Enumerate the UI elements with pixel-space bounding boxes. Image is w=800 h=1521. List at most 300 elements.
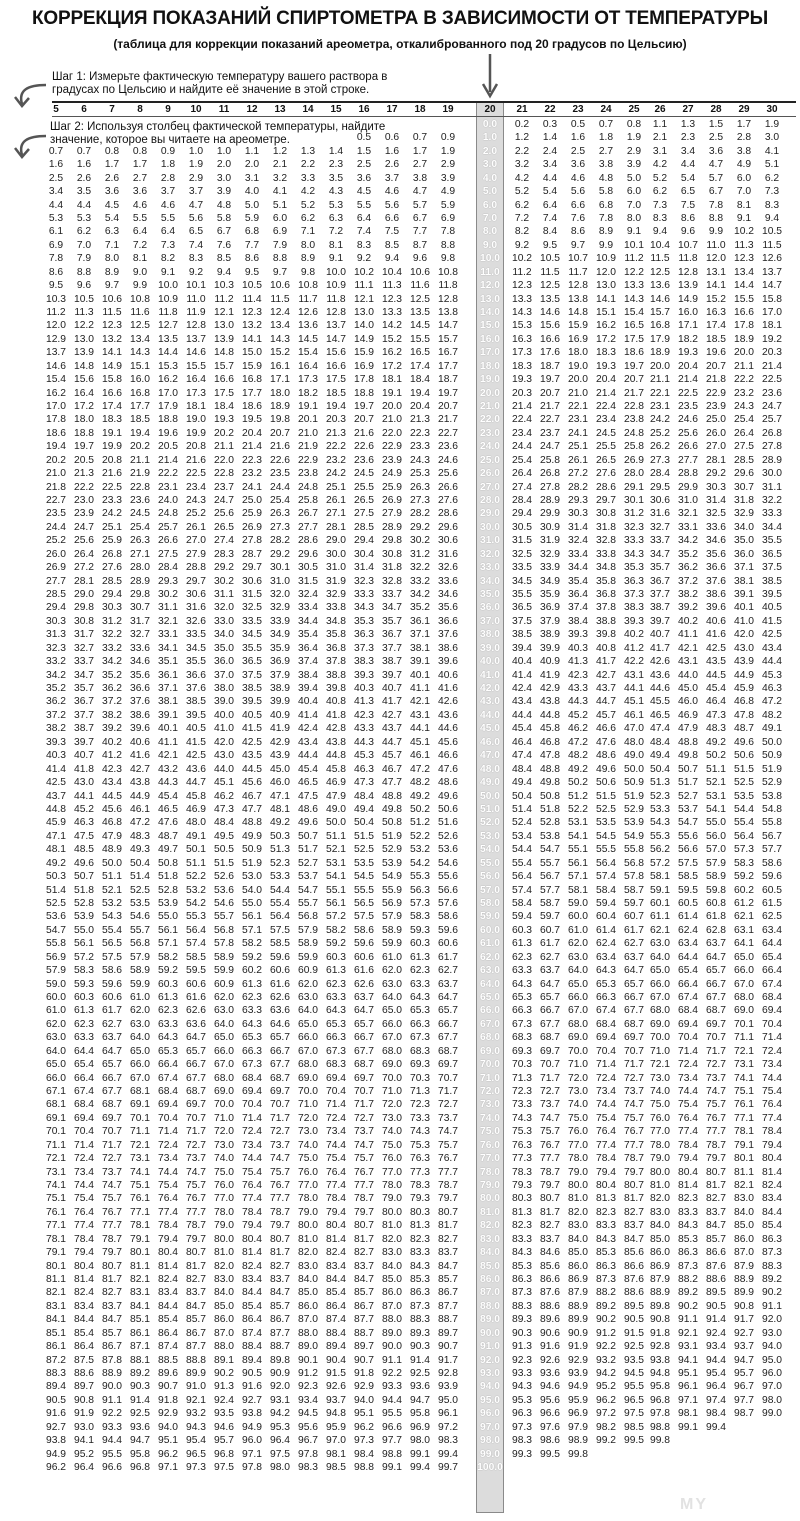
table-cell: 96.6 <box>101 1462 123 1473</box>
table-cell: 64.7 <box>353 1005 375 1017</box>
table-cell: 16.4 <box>297 360 319 372</box>
table-cell: 61.7 <box>437 951 459 963</box>
table-cell: 74.7 <box>539 1112 561 1124</box>
table-cell: 82.0 <box>213 1260 235 1272</box>
table-cell: 70.7 <box>705 1032 727 1044</box>
table-cell: 43.5 <box>241 750 263 762</box>
table-cell: 5.3 <box>48 213 64 224</box>
table-cell: 83.7 <box>269 1273 291 1285</box>
table-cell: 9.4 <box>764 213 780 224</box>
table-cell: 24.3 <box>185 495 207 507</box>
reference-cell: 34.0 <box>479 575 501 587</box>
table-cell: 34.7 <box>649 548 671 560</box>
table-cell: 95.0 <box>437 1394 459 1406</box>
table-cell: 39.5 <box>761 589 783 601</box>
table-cell: 93.7 <box>733 1341 755 1353</box>
table-cell: 7.1 <box>300 226 316 238</box>
table-cell: 5.7 <box>412 199 428 211</box>
table-cell: 67.1 <box>45 1085 67 1097</box>
table-cell: 44.7 <box>381 736 403 748</box>
table-cell: 88.0 <box>381 1314 403 1326</box>
table-cell: 37.8 <box>325 656 347 668</box>
table-cell: 17.9 <box>157 401 179 413</box>
table-cell: 31.6 <box>185 602 207 614</box>
temperature-header-cell: 21 <box>516 104 528 115</box>
table-cell: 87.0 <box>297 1314 319 1326</box>
table-cell: 15.2 <box>705 293 727 305</box>
table-cell: 58.3 <box>73 965 95 977</box>
table-cell: 85.7 <box>705 1233 727 1245</box>
table-cell: 77.4 <box>157 1206 179 1218</box>
table-cell: 46.9 <box>677 709 699 721</box>
table-cell: 63.0 <box>45 1032 67 1044</box>
table-cell: 13.3 <box>381 307 403 319</box>
table-cell: 97.0 <box>761 1381 783 1393</box>
table-cell: 13.5 <box>409 307 431 319</box>
table-cell: 65.0 <box>649 965 671 977</box>
table-cell: 24.3 <box>733 401 755 413</box>
table-cell: 92.9 <box>353 1381 375 1393</box>
table-cell: 15.6 <box>539 320 561 332</box>
table-cell: 40.8 <box>325 696 347 708</box>
table-cell: 16.6 <box>213 374 235 386</box>
table-cell: 47.8 <box>733 709 755 721</box>
table-cell: 64.4 <box>677 951 699 963</box>
table-cell: 79.4 <box>241 1220 263 1232</box>
table-cell: 76.7 <box>185 1193 207 1205</box>
table-cell: 65.7 <box>539 991 561 1003</box>
table-cell: 14.7 <box>761 280 783 292</box>
table-cell: 82.4 <box>73 1287 95 1299</box>
table-cell: 7.2 <box>328 226 344 238</box>
table-cell: 47.4 <box>649 723 671 735</box>
table-cell: 64.7 <box>705 951 727 963</box>
table-cell: 31.3 <box>45 629 67 641</box>
table-cell: 78.4 <box>241 1206 263 1218</box>
table-cell: 22.9 <box>705 387 727 399</box>
table-cell: 64.7 <box>185 1032 207 1044</box>
table-cell: 27.7 <box>45 575 67 587</box>
table-cell: 30.3 <box>45 615 67 627</box>
table-cell: 70.0 <box>649 1032 671 1044</box>
table-cell: 44.4 <box>297 750 319 762</box>
table-cell: 96.8 <box>649 1394 671 1406</box>
table-cell: 76.7 <box>539 1139 561 1151</box>
table-cell: 81.0 <box>649 1179 671 1191</box>
table-cell: 59.6 <box>761 871 783 883</box>
table-cell: 23.7 <box>213 481 235 493</box>
table-cell: 86.3 <box>595 1260 617 1272</box>
table-cell: 62.4 <box>595 938 617 950</box>
table-cell: 76.0 <box>567 1126 589 1138</box>
table-cell: 56.6 <box>437 884 459 896</box>
table-cell: 83.3 <box>595 1220 617 1232</box>
table-cell: 47.4 <box>511 750 533 762</box>
table-cell: 72.7 <box>269 1126 291 1138</box>
table-cell: 64.0 <box>129 1032 151 1044</box>
table-cell: 96.8 <box>213 1448 235 1460</box>
reference-cell: 30.0 <box>479 521 501 533</box>
reference-cell: 52.0 <box>479 817 501 829</box>
table-cell: 23.9 <box>381 454 403 466</box>
table-cell: 26.4 <box>73 548 95 560</box>
reference-cell: 13.0 <box>479 293 501 305</box>
table-cell: 50.4 <box>511 790 533 802</box>
table-cell: 96.0 <box>241 1435 263 1447</box>
table-cell: 59.9 <box>297 951 319 963</box>
table-cell: 44.3 <box>157 777 179 789</box>
reference-cell: 96.0 <box>479 1408 501 1420</box>
reference-cell: 100.0 <box>477 1462 503 1473</box>
table-cell: 21.8 <box>45 481 67 493</box>
table-cell: 43.1 <box>409 709 431 721</box>
table-cell: 90.3 <box>409 1341 431 1353</box>
table-cell: 6.8 <box>598 199 614 211</box>
table-cell: 3.2 <box>272 172 288 184</box>
table-cell: 91.5 <box>623 1327 645 1339</box>
table-cell: 45.1 <box>623 696 645 708</box>
table-cell: 11.2 <box>512 266 532 278</box>
table-cell: 92.7 <box>241 1394 263 1406</box>
table-cell: 52.5 <box>595 803 617 815</box>
table-cell: 60.3 <box>157 978 179 990</box>
table-cell: 6.7 <box>216 226 232 238</box>
table-cell: 71.3 <box>511 1072 533 1084</box>
table-cell: 99.5 <box>623 1435 645 1447</box>
table-cell: 66.4 <box>73 1072 95 1084</box>
table-cell: 92.4 <box>213 1394 235 1406</box>
table-cell: 55.3 <box>409 871 431 883</box>
table-cell: 95.8 <box>649 1381 671 1393</box>
table-cell: 74.4 <box>761 1072 783 1084</box>
table-cell: 75.4 <box>241 1166 263 1178</box>
table-cell: 84.3 <box>595 1233 617 1245</box>
table-cell: 74.0 <box>381 1126 403 1138</box>
table-cell: 38.1 <box>157 696 179 708</box>
table-cell: 41.2 <box>623 642 645 654</box>
table-cell: 35.3 <box>623 562 645 574</box>
table-cell: 98.6 <box>539 1435 561 1447</box>
table-cell: 35.5 <box>185 656 207 668</box>
table-cell: 15.9 <box>241 360 263 372</box>
table-cell: 56.4 <box>511 871 533 883</box>
table-cell: 45.4 <box>157 790 179 802</box>
table-cell: 88.3 <box>761 1260 783 1272</box>
table-cell: 60.6 <box>437 938 459 950</box>
table-cell: 93.6 <box>409 1381 431 1393</box>
table-cell: 13.5 <box>157 333 179 345</box>
table-cell: 65.0 <box>213 1032 235 1044</box>
table-cell: 52.1 <box>705 777 727 789</box>
table-cell: 83.0 <box>733 1193 755 1205</box>
table-cell: 96.4 <box>269 1435 291 1447</box>
table-cell: 0.7 <box>76 145 92 157</box>
table-cell: 55.8 <box>623 844 645 856</box>
table-cell: 35.0 <box>213 642 235 654</box>
reference-cell: 41.0 <box>479 669 501 681</box>
table-cell: 7.8 <box>440 226 456 238</box>
table-cell: 31.6 <box>649 508 671 520</box>
table-cell: 76.0 <box>297 1166 319 1178</box>
table-cell: 79.4 <box>325 1206 347 1218</box>
table-cell: 66.7 <box>101 1072 123 1084</box>
table-cell: 94.9 <box>567 1381 589 1393</box>
table-cell: 61.2 <box>733 897 755 909</box>
table-cell: 77.0 <box>297 1179 319 1191</box>
table-cell: 43.0 <box>213 750 235 762</box>
table-cell: 67.0 <box>129 1072 151 1084</box>
table-cell: 75.1 <box>733 1085 755 1097</box>
table-cell: 33.0 <box>213 615 235 627</box>
reference-cell: 37.0 <box>479 615 501 627</box>
table-cell: 64.7 <box>437 991 459 1003</box>
table-cell: 73.4 <box>595 1085 617 1097</box>
table-cell: 28.8 <box>185 562 207 574</box>
table-cell: 88.6 <box>705 1273 727 1285</box>
table-cell: 78.7 <box>539 1166 561 1178</box>
table-cell: 41.5 <box>761 615 783 627</box>
temperature-header-cell: 11 <box>218 104 230 115</box>
table-cell: 57.4 <box>185 938 207 950</box>
table-cell: 9.2 <box>514 239 530 251</box>
table-cell: 90.1 <box>297 1354 319 1366</box>
table-cell: 87.7 <box>353 1314 375 1326</box>
table-cell: 16.0 <box>129 374 151 386</box>
table-cell: 86.6 <box>539 1273 561 1285</box>
table-cell: 19.9 <box>185 427 207 439</box>
table-cell: 41.3 <box>567 656 589 668</box>
table-cell: 9.6 <box>76 280 92 292</box>
table-cell: 4.7 <box>708 159 724 171</box>
table-cell: 96.2 <box>595 1394 617 1406</box>
reference-cell: 88.0 <box>479 1300 501 1312</box>
table-cell: 46.5 <box>297 777 319 789</box>
table-cell: 37.2 <box>101 696 123 708</box>
table-cell: 74.7 <box>101 1179 123 1191</box>
table-cell: 58.4 <box>595 884 617 896</box>
table-cell: 32.9 <box>539 548 561 560</box>
table-cell: 82.1 <box>733 1179 755 1191</box>
table-cell: 39.1 <box>157 709 179 721</box>
table-cell: 59.5 <box>677 884 699 896</box>
table-cell: 15.3 <box>157 360 179 372</box>
table-cell: 16.7 <box>437 347 459 359</box>
table-cell: 1.6 <box>48 159 64 171</box>
table-cell: 97.0 <box>325 1435 347 1447</box>
table-cell: 20.1 <box>297 414 319 426</box>
table-cell: 16.5 <box>623 320 645 332</box>
table-cell: 47.5 <box>73 830 95 842</box>
table-cell: 32.1 <box>157 615 179 627</box>
table-cell: 36.9 <box>269 656 291 668</box>
table-cell: 83.1 <box>45 1300 67 1312</box>
table-cell: 92.5 <box>129 1408 151 1420</box>
table-cell: 66.4 <box>677 978 699 990</box>
table-cell: 71.7 <box>623 1059 645 1071</box>
table-cell: 82.7 <box>101 1287 123 1299</box>
table-cell: 60.5 <box>677 897 699 909</box>
table-cell: 15.7 <box>649 307 671 319</box>
table-cell: 86.4 <box>241 1314 263 1326</box>
table-cell: 93.6 <box>539 1367 561 1379</box>
table-cell: 5.5 <box>132 213 148 224</box>
table-cell: 76.1 <box>45 1206 67 1218</box>
table-cell: 67.7 <box>437 1032 459 1044</box>
table-cell: 36.5 <box>511 602 533 614</box>
table-cell: 73.4 <box>761 1059 783 1071</box>
table-cell: 17.5 <box>213 387 235 399</box>
table-cell: 62.3 <box>511 951 533 963</box>
table-cell: 89.0 <box>381 1327 403 1339</box>
table-cell: 35.6 <box>129 669 151 681</box>
reference-cell: 16.0 <box>479 333 501 345</box>
table-cell: 15.4 <box>623 307 645 319</box>
table-cell: 19.6 <box>157 427 179 439</box>
table-cell: 25.9 <box>381 481 403 493</box>
table-cell: 32.4 <box>297 589 319 601</box>
table-cell: 34.4 <box>761 521 783 533</box>
table-cell: 45.2 <box>73 803 95 815</box>
table-cell: 89.5 <box>623 1300 645 1312</box>
table-cell: 24.2 <box>649 414 671 426</box>
table-cell: 90.0 <box>101 1381 123 1393</box>
table-cell: 44.5 <box>101 790 123 802</box>
table-cell: 82.0 <box>381 1233 403 1245</box>
table-cell: 75.7 <box>353 1153 375 1165</box>
table-cell: 3.3 <box>300 172 316 184</box>
table-cell: 56.1 <box>157 924 179 936</box>
table-cell: 22.8 <box>129 481 151 493</box>
table-cell: 88.7 <box>353 1327 375 1339</box>
table-cell: 48.5 <box>73 844 95 856</box>
table-cell: 72.0 <box>381 1099 403 1111</box>
table-cell: 66.7 <box>437 1018 459 1030</box>
table-cell: 14.3 <box>623 293 645 305</box>
table-cell: 18.7 <box>539 360 561 372</box>
table-cell: 92.9 <box>567 1354 589 1366</box>
table-cell: 17.7 <box>437 360 459 372</box>
table-cell: 27.7 <box>677 454 699 466</box>
table-cell: 89.8 <box>269 1354 291 1366</box>
table-cell: 28.6 <box>297 535 319 547</box>
table-cell: 13.5 <box>539 293 561 305</box>
table-cell: 47.1 <box>45 830 67 842</box>
table-cell: 87.9 <box>567 1287 589 1299</box>
table-cell: 44.0 <box>677 669 699 681</box>
table-cell: 65.0 <box>129 1045 151 1057</box>
table-cell: 45.7 <box>381 750 403 762</box>
table-cell: 48.1 <box>45 844 67 856</box>
table-cell: 69.3 <box>409 1059 431 1071</box>
table-cell: 14.4 <box>733 280 755 292</box>
table-cell: 16.9 <box>567 333 589 345</box>
table-cell: 10.9 <box>325 280 347 292</box>
table-cell: 24.0 <box>157 495 179 507</box>
header-underline <box>52 116 796 117</box>
table-cell: 35.7 <box>649 562 671 574</box>
table-cell: 46.7 <box>381 763 403 775</box>
table-cell: 58.6 <box>437 911 459 923</box>
table-cell: 97.2 <box>437 1421 459 1433</box>
table-cell: 73.0 <box>297 1126 319 1138</box>
table-cell: 97.7 <box>733 1394 755 1406</box>
table-cell: 95.8 <box>129 1448 151 1460</box>
table-cell: 62.3 <box>157 1005 179 1017</box>
table-cell: 1.7 <box>104 159 120 171</box>
table-cell: 23.4 <box>595 414 617 426</box>
table-cell: 46.6 <box>437 750 459 762</box>
table-cell: 22.6 <box>353 441 375 453</box>
table-cell: 43.6 <box>649 669 671 681</box>
table-cell: 86.6 <box>623 1260 645 1272</box>
table-cell: 22.5 <box>185 468 207 480</box>
table-cell: 21.4 <box>241 441 263 453</box>
table-cell: 79.1 <box>45 1247 67 1259</box>
table-cell: 31.9 <box>539 535 561 547</box>
table-cell: 34.0 <box>213 629 235 641</box>
table-cell: 87.1 <box>129 1341 151 1353</box>
table-cell: 49.2 <box>409 790 431 802</box>
reference-cell: 49.0 <box>479 777 501 789</box>
table-cell: 26.3 <box>409 481 431 493</box>
table-cell: 93.0 <box>761 1327 783 1339</box>
table-cell: 26.7 <box>297 508 319 520</box>
table-cell: 48.2 <box>409 777 431 789</box>
table-cell: 58.1 <box>567 884 589 896</box>
table-cell: 37.5 <box>511 615 533 627</box>
table-cell: 57.9 <box>381 911 403 923</box>
table-cell: 96.2 <box>157 1448 179 1460</box>
table-cell: 21.1 <box>213 441 235 453</box>
reference-cell: 94.0 <box>479 1381 501 1393</box>
table-cell: 87.0 <box>213 1327 235 1339</box>
table-cell: 70.0 <box>213 1099 235 1111</box>
table-cell: 57.5 <box>353 911 375 923</box>
table-cell: 62.7 <box>101 1018 123 1030</box>
table-cell: 72.4 <box>761 1045 783 1057</box>
table-cell: 90.4 <box>325 1354 347 1366</box>
table-cell: 40.6 <box>129 736 151 748</box>
table-cell: 36.4 <box>297 642 319 654</box>
table-cell: 16.2 <box>45 387 67 399</box>
table-cell: 98.3 <box>511 1435 533 1447</box>
table-cell: 26.0 <box>705 427 727 439</box>
table-cell: 65.0 <box>297 1018 319 1030</box>
table-cell: 52.4 <box>511 817 533 829</box>
table-cell: 1.9 <box>188 159 204 171</box>
table-cell: 40.8 <box>595 642 617 654</box>
table-cell: 99.1 <box>381 1462 403 1473</box>
table-cell: 88.6 <box>539 1300 561 1312</box>
table-cell: 86.7 <box>437 1287 459 1299</box>
reference-cell: 11.0 <box>480 266 500 278</box>
table-cell: 32.6 <box>437 562 459 574</box>
table-cell: 64.3 <box>325 1005 347 1017</box>
table-cell: 35.1 <box>157 656 179 668</box>
reference-cell: 9.0 <box>482 239 498 251</box>
table-cell: 77.0 <box>567 1139 589 1151</box>
table-cell: 57.9 <box>129 951 151 963</box>
table-cell: 6.0 <box>626 186 642 198</box>
table-cell: 98.8 <box>353 1462 375 1473</box>
table-cell: 31.5 <box>511 535 533 547</box>
table-cell: 65.7 <box>437 1005 459 1017</box>
table-cell: 70.7 <box>437 1072 459 1084</box>
reference-cell: 15.0 <box>479 320 501 332</box>
table-cell: 82.4 <box>241 1260 263 1272</box>
table-cell: 0.9 <box>160 145 176 157</box>
table-cell: 6.1 <box>48 226 64 238</box>
